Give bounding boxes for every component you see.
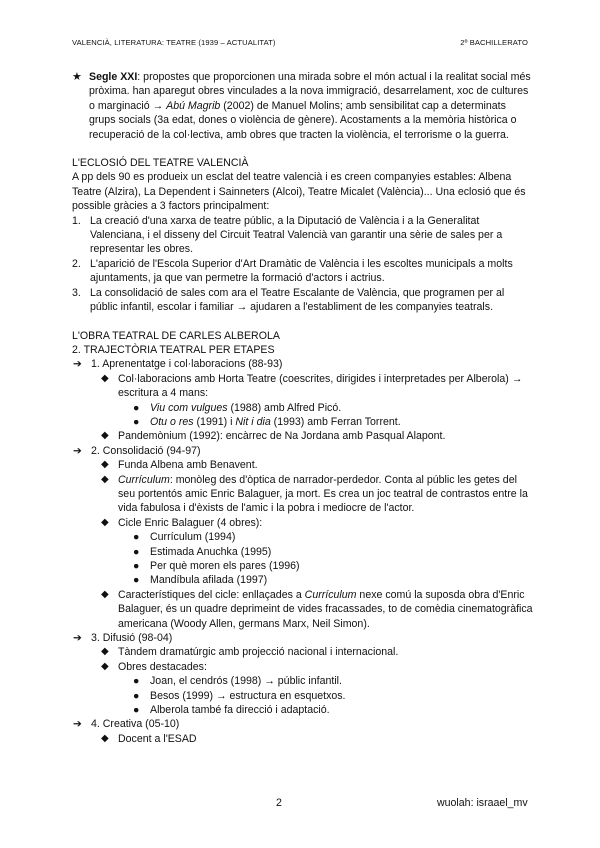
dot-bullet-icon: ●	[133, 675, 140, 688]
section-title-obra: L'OBRA TEATRAL DE CARLES ALBEROLA	[72, 329, 280, 342]
etapa-3: ➔ 3. Difusió (98-04)	[73, 632, 173, 645]
list-item: ● Currículum (1994)	[133, 531, 236, 544]
list-item: ● Alberola també fa direcció i adaptació.	[133, 704, 330, 717]
dot-bullet-icon: ●	[133, 401, 140, 414]
dot-bullet-icon: ●	[133, 560, 140, 572]
section-subtitle-trajectoria: 2. TRAJECTÒRIA TEATRAL PER ETAPES	[72, 343, 275, 356]
list-item: ◆ Cicle Enric Balaguer (4 obres):	[101, 516, 263, 529]
dot-bullet-icon: ●	[133, 704, 140, 717]
list-item: ◆ Obres destacades:	[101, 660, 207, 673]
dot-bullet-icon: ●	[133, 689, 140, 702]
section-title-eclosio: L'ECLOSIÓ DEL TEATRE VALENCIÀ	[72, 157, 249, 170]
etapa-1: ➔ 1. Aprenentatge i col·laboracions (88-93)	[73, 358, 283, 371]
list-item: ◆ Característiques del cicle: enllaçades a Currículum nexe comú la suposda obra d'Enric Balaguer, és un quadre deprimeint de vides fracassades, to de comèdia cinematogràfica americana (Woody Allen, germans Marx, Neil Simon).	[101, 588, 533, 630]
diamond-bullet-icon: ◆	[101, 473, 109, 485]
list-item: ● Viu com vulgues (1988) amb Alfred Picó.	[133, 401, 342, 414]
list-item: 3. La consolidació de sales com ara el Teatre Escalante de València, que programen per al públic infantil, escolar i familiar → ajudaren a l'establiment de les companyies teatrals.	[72, 286, 505, 314]
list-item: ◆ Tàndem dramatúrgic amb projecció nacional i internacional.	[101, 646, 399, 659]
list-item: ● Per què moren els pares (1996)	[133, 560, 300, 572]
arrow-right-icon: ➔	[73, 358, 82, 371]
diamond-bullet-icon: ◆	[101, 732, 109, 744]
eclosio-factors-list	[72, 214, 534, 315]
segle-xxi-title: Segle XXI	[89, 71, 138, 83]
star-bullet-icon: ★	[72, 71, 82, 83]
segle-xxi-item: ★ Segle XXI: propostes que proporcionen una mirada sobre el món actual i la realitat social més pròxima. han aparegut obres vinculades a la nova immigració, desarrelament, xoc de cultures o marginació → Abú Magrib (2002) de Manuel Molins; amb sensibilitat cap a determinats grups socials (3a edat, dones o violència de gènere). Acostaments a la memòria històrica o recuperació de la col·lectiva, amb obres que tracten la violència, el terrorisme o la guerra.	[72, 71, 531, 141]
list-item: ● Besos (1999) → estructura en esquetxos.	[133, 689, 346, 702]
eclosio-intro: A pp dels 90 es produeix un esclat del teatre valencià i es creen companyies estables: Albena Teatre (Alzira), La Dependent i Sainneters (Alcoi), Teatre Micalet (València)... Una eclosió que és possible gràcies a 3 factors principalment:	[72, 171, 526, 213]
page-number: 2	[276, 797, 282, 809]
dot-bullet-icon: ●	[133, 574, 140, 587]
list-item: ● Joan, el cendrós (1998) → públic infantil.	[133, 675, 342, 688]
etapa-4: ➔ 4. Creativa (05-10)	[73, 718, 180, 731]
etapa-2: ➔ 2. Consolidació (94-97)	[73, 444, 201, 457]
arrow-right-icon: ➔	[73, 718, 82, 731]
list-item: ◆ Currículum: monòleg des d'òptica de narrador-perdedor. Conta al públic les getes del seu portentós amic Enric Balaguer, ja mort. Es crea un joc teatral de contrastos entre la vida fabulosa i d'èxists de l'amic i la pobra i mediocre de l'actor.	[101, 473, 528, 515]
list-item: ● Mandíbula afilada (1997)	[133, 574, 268, 587]
arrow-right-icon: ➔	[73, 444, 82, 457]
footer-credit: wuolah: israael_mv	[437, 797, 528, 809]
diamond-bullet-icon: ◆	[101, 516, 109, 528]
list-item: ● Estimada Anuchka (1995)	[133, 545, 272, 558]
header-left: VALENCIÀ, LITERATURA: TEATRE (1939 – ACTUALITAT)	[72, 38, 276, 47]
list-item: ◆ Col·laboracions amb Horta Teatre (coescrites, dirigides i interpretades per Alberola) → escritura a 4 mans:	[101, 372, 523, 400]
abu-magrib-title: Abú Magrib	[166, 99, 221, 112]
arrow-right-icon: ➔	[73, 632, 82, 645]
list-item: 2. L'aparició de l'Escola Superior d'Art Dramàtic de València i les escoltes municipals a molts ajuntaments, ja que van permetre la formació d'actors i actrius.	[72, 257, 513, 285]
diamond-bullet-icon: ◆	[101, 660, 109, 672]
diamond-bullet-icon: ◆	[101, 430, 109, 442]
diamond-bullet-icon: ◆	[101, 646, 109, 658]
dot-bullet-icon: ●	[133, 415, 140, 428]
header-right: 2º BACHILLERATO	[460, 38, 528, 47]
dot-bullet-icon: ●	[133, 531, 140, 544]
diamond-bullet-icon: ◆	[101, 459, 109, 471]
dot-bullet-icon: ●	[133, 545, 140, 558]
list-item: ● Otu o res (1991) i Nit i dia (1993) amb Ferran Torrent.	[133, 415, 401, 428]
list-item: ◆ Pandemònium (1992): encàrrec de Na Jordana amb Pasqual Alapont.	[101, 430, 446, 443]
diamond-bullet-icon: ◆	[101, 588, 109, 600]
document-body	[72, 70, 534, 746]
diamond-bullet-icon: ◆	[101, 372, 109, 384]
list-item: ◆ Funda Albena amb Benavent.	[101, 459, 258, 472]
list-item: ◆ Docent a l'ESAD	[101, 732, 197, 745]
list-item: 1. La creació d'una xarxa de teatre públic, a la Diputació de València i a la Generalitat Valenciana, i el disseny del Circuit Teatral Valencià van garantir una sèrie de sales per a representar les obres.	[72, 214, 503, 256]
